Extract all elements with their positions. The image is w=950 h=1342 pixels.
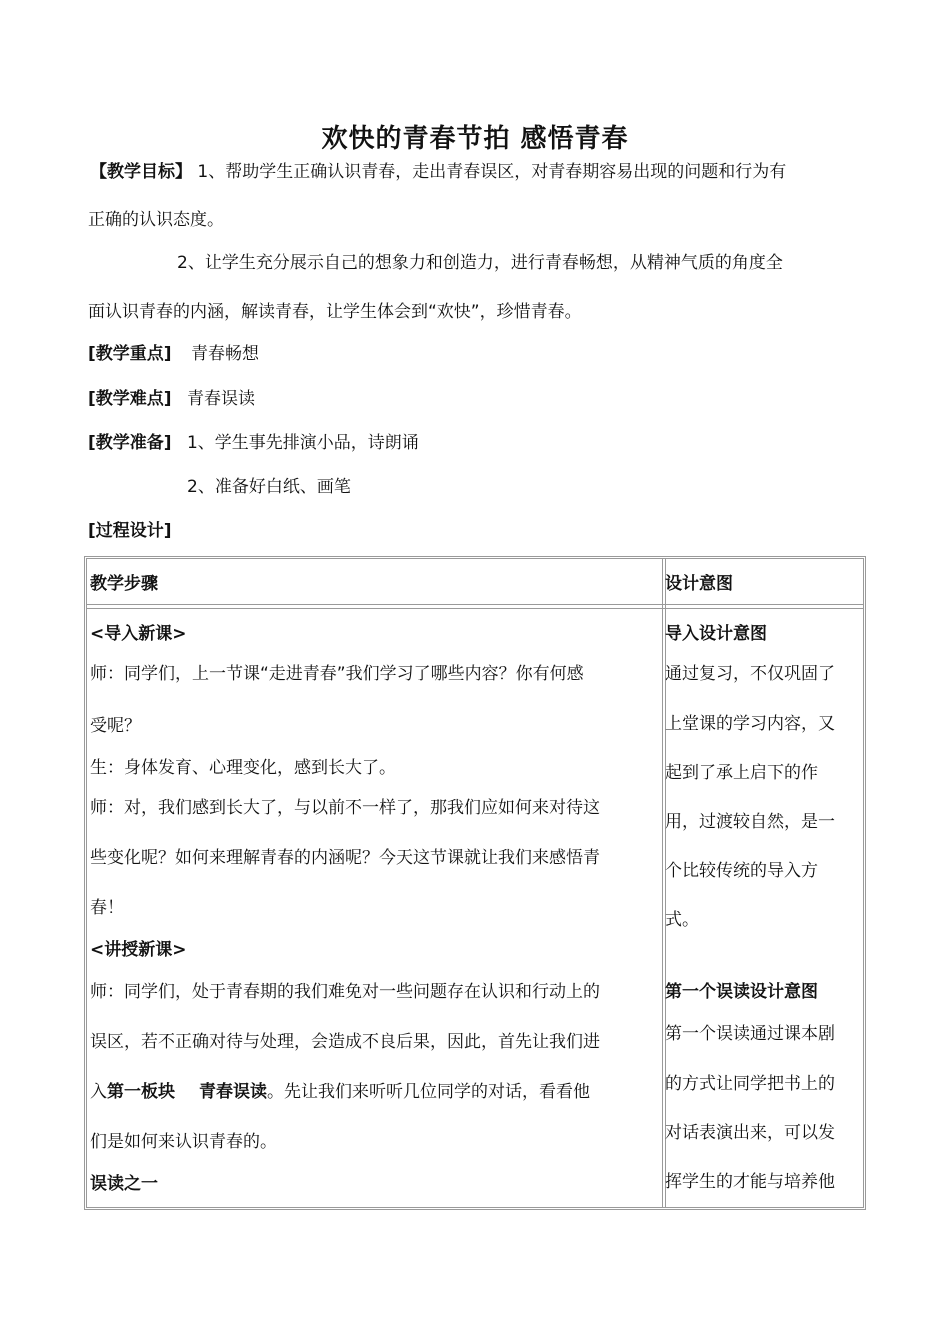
intent-line-4: 用，过渡较自然，是一 xyxy=(665,812,835,832)
intent-line-9: 对话表演出来，可以发 xyxy=(665,1123,835,1143)
left-line-4: 师：对，我们感到长大了，与以前不一样了，那我们应如何来对待这 xyxy=(90,798,600,818)
intent-line-7: 第一个误读通过课本剧 xyxy=(665,1024,835,1044)
key-point-row xyxy=(88,339,259,364)
header-divider xyxy=(87,604,863,609)
difficulty-label: [教学难点] xyxy=(88,389,172,409)
header-intent: 设计意图 xyxy=(665,574,733,594)
left-line-10: 们是如何来认识青春的。 xyxy=(90,1132,277,1152)
section-intro: <导入新课> xyxy=(90,624,187,644)
section-misreading-1: 误读之一 xyxy=(90,1174,158,1194)
key-point-label: [教学重点] xyxy=(88,344,172,364)
intent-heading-misreading: 第一个误读设计意图 xyxy=(665,982,818,1002)
intent-line-10: 挥学生的才能与培养他 xyxy=(665,1172,835,1192)
intent-line-3: 起到了承上启下的作 xyxy=(665,763,818,783)
section-new-lesson: <讲授新课> xyxy=(90,940,187,960)
objectives-item1-line2: 正确的认识态度。 xyxy=(88,210,224,230)
objectives-label: 【教学目标】 xyxy=(90,162,192,182)
block-one-topic: 青春误读 xyxy=(199,1082,267,1102)
header-steps: 教学步骤 xyxy=(90,574,158,594)
left-line-9 xyxy=(90,1077,590,1102)
difficulty-row xyxy=(88,384,255,409)
intent-line-1: 通过复习，不仅巩固了 xyxy=(665,664,835,684)
objectives-item2-line1: 2、让学生充分展示自己的想象力和创造力，进行青春畅想，从精神气质的角度全 xyxy=(177,253,783,273)
left-line-9-pre: 入 xyxy=(90,1082,107,1102)
left-line-2: 受呢？ xyxy=(90,716,141,736)
preparation-item1: 1、学生事先排演小品，诗朗诵 xyxy=(186,433,419,453)
objectives-item2-line2: 面认识青春的内涵，解读青春，让学生体会到“欢快”，珍惜青春。 xyxy=(88,302,582,322)
document-title: 欢快的青春节拍 感悟青春 xyxy=(321,124,629,154)
difficulty-text: 青春误读 xyxy=(186,389,255,409)
left-line-9-post: 。先让我们来听听几位同学的对话，看看他 xyxy=(267,1082,590,1102)
preparation-label: [教学准备] xyxy=(88,433,172,453)
left-line-7: 师：同学们，处于青春期的我们难免对一些问题存在认识和行动上的 xyxy=(90,982,600,1002)
left-line-1: 师：同学们，上一节课“走进青春”我们学习了哪些内容？你有何感 xyxy=(90,664,584,684)
column-divider xyxy=(662,559,666,1207)
preparation-item2: 2、准备好白纸、画笔 xyxy=(187,477,351,497)
left-line-5: 些变化呢？如何来理解青春的内涵呢？今天这节课就让我们来感悟青 xyxy=(90,848,600,868)
intent-line-8: 的方式让同学把书上的 xyxy=(665,1074,835,1094)
key-point-text: 青春畅想 xyxy=(190,344,259,364)
intent-line-5: 个比较传统的导入方 xyxy=(665,861,818,881)
left-line-3: 生：身体发育、心理变化，感到长大了。 xyxy=(90,758,396,778)
intent-line-2: 上堂课的学习内容，又 xyxy=(665,714,835,734)
objectives-item1-line1: 1、帮助学生正确认识青春，走出青春误区，对青春期容易出现的问题和行为有 xyxy=(197,162,787,182)
preparation-row xyxy=(88,428,419,453)
intent-line-6: 式。 xyxy=(665,910,699,930)
intent-heading-intro: 导入设计意图 xyxy=(665,624,767,644)
left-line-8: 误区，若不正确对待与处理，会造成不良后果，因此，首先让我们进 xyxy=(90,1032,600,1052)
objectives-line-1 xyxy=(90,157,786,182)
process-table xyxy=(84,556,866,1210)
left-line-6: 春！ xyxy=(90,898,124,918)
block-one-label: 第一板块 xyxy=(107,1082,175,1102)
process-label: [过程设计] xyxy=(88,521,172,541)
